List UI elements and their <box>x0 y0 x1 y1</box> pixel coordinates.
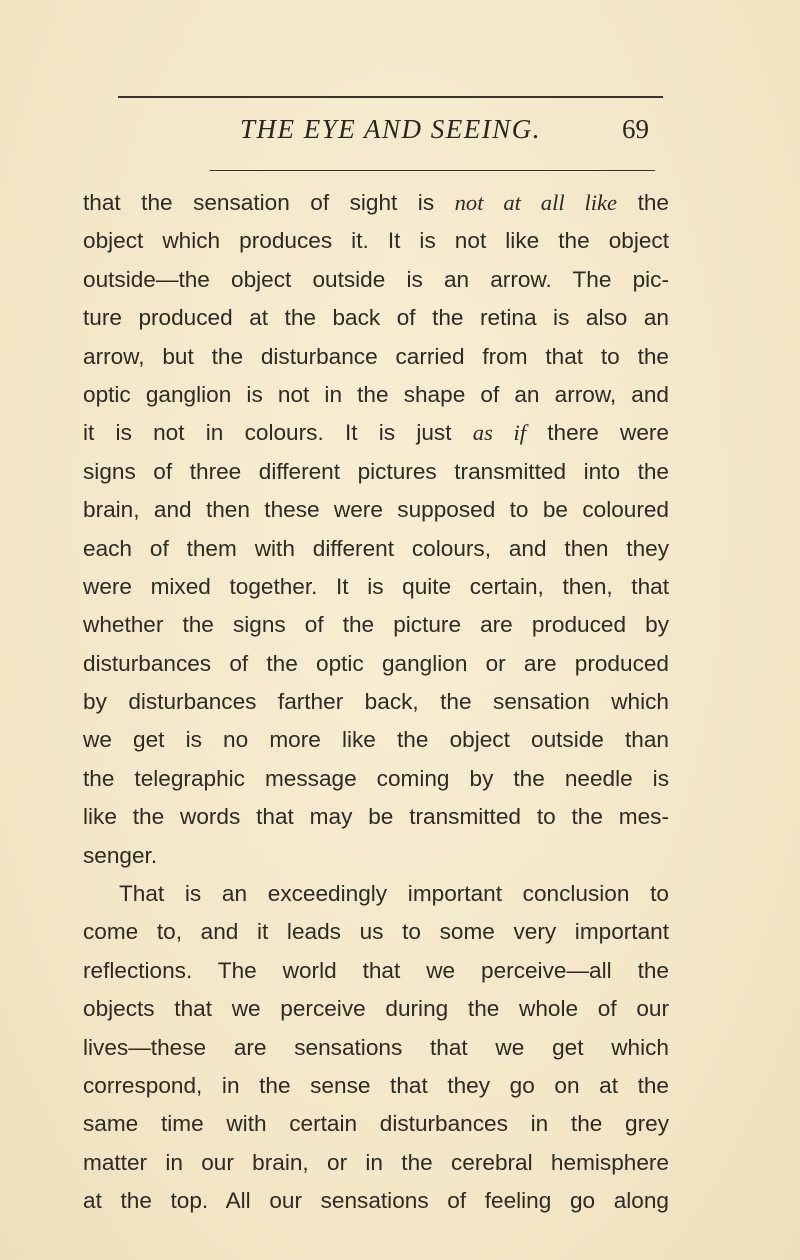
header-rule-bottom <box>210 170 655 171</box>
text-line: matter in our brain, or in the cerebral hemisphere <box>83 1149 669 1175</box>
text-line: that the sensation of sight is not at all like the <box>83 190 669 215</box>
text-line: by disturbances farther back, the sensation which <box>83 689 669 715</box>
italic-phrase: not at all like <box>454 190 618 215</box>
running-head <box>0 114 800 154</box>
text-line: whether the signs of the picture are produced by <box>83 612 669 638</box>
header-rule-top <box>118 96 663 98</box>
text-line: we get is no more like the object outside than <box>83 727 669 753</box>
text-line: That is an exceedingly important conclusion to <box>119 881 669 907</box>
italic-phrase: as if <box>472 420 527 446</box>
text-line: the telegraphic message coming by the needle is <box>83 765 669 791</box>
text-line: outside—the object outside is an arrow. The pic- <box>83 266 669 292</box>
text-line: lives—these are sensations that we get which <box>83 1034 669 1060</box>
text-line: each of them with different colours, and then they <box>83 535 669 561</box>
text-line: same time with certain disturbances in the grey <box>83 1111 669 1137</box>
text-line: it is not in colours. It is just as if there were <box>83 420 670 446</box>
text-line: come to, and it leads us to some very important <box>83 919 669 945</box>
text-line: ture produced at the back of the retina is also an <box>83 305 669 331</box>
text-line: correspond, in the sense that they go on at the <box>83 1072 669 1098</box>
text-line: like the words that may be transmitted to the mes- <box>83 804 669 830</box>
text-line: object which produces it. It is not like the object <box>83 228 669 254</box>
text-line: disturbances of the optic ganglion or are produced <box>83 650 669 676</box>
text-line: were mixed together. It is quite certain, then, that <box>83 573 669 599</box>
text-line: reflections. The world that we perceive—all the <box>83 957 669 983</box>
text-line: arrow, but the disturbance carried from that to the <box>83 343 669 369</box>
text-line: brain, and then these were supposed to be coloured <box>83 497 669 523</box>
page-number: 69 <box>622 114 649 144</box>
running-head-title: THE EYE AND SEEING. <box>240 114 542 144</box>
text-line: signs of three different pictures transmitted into the <box>83 458 669 484</box>
body-text <box>83 184 669 1221</box>
text-line: optic ganglion is not in the shape of an arrow, and <box>83 381 669 407</box>
text-line: objects that we perceive during the whole of our <box>83 996 669 1022</box>
text-line: at the top. All our sensations of feeling go along <box>83 1188 669 1214</box>
text-line: senger. <box>83 842 158 868</box>
